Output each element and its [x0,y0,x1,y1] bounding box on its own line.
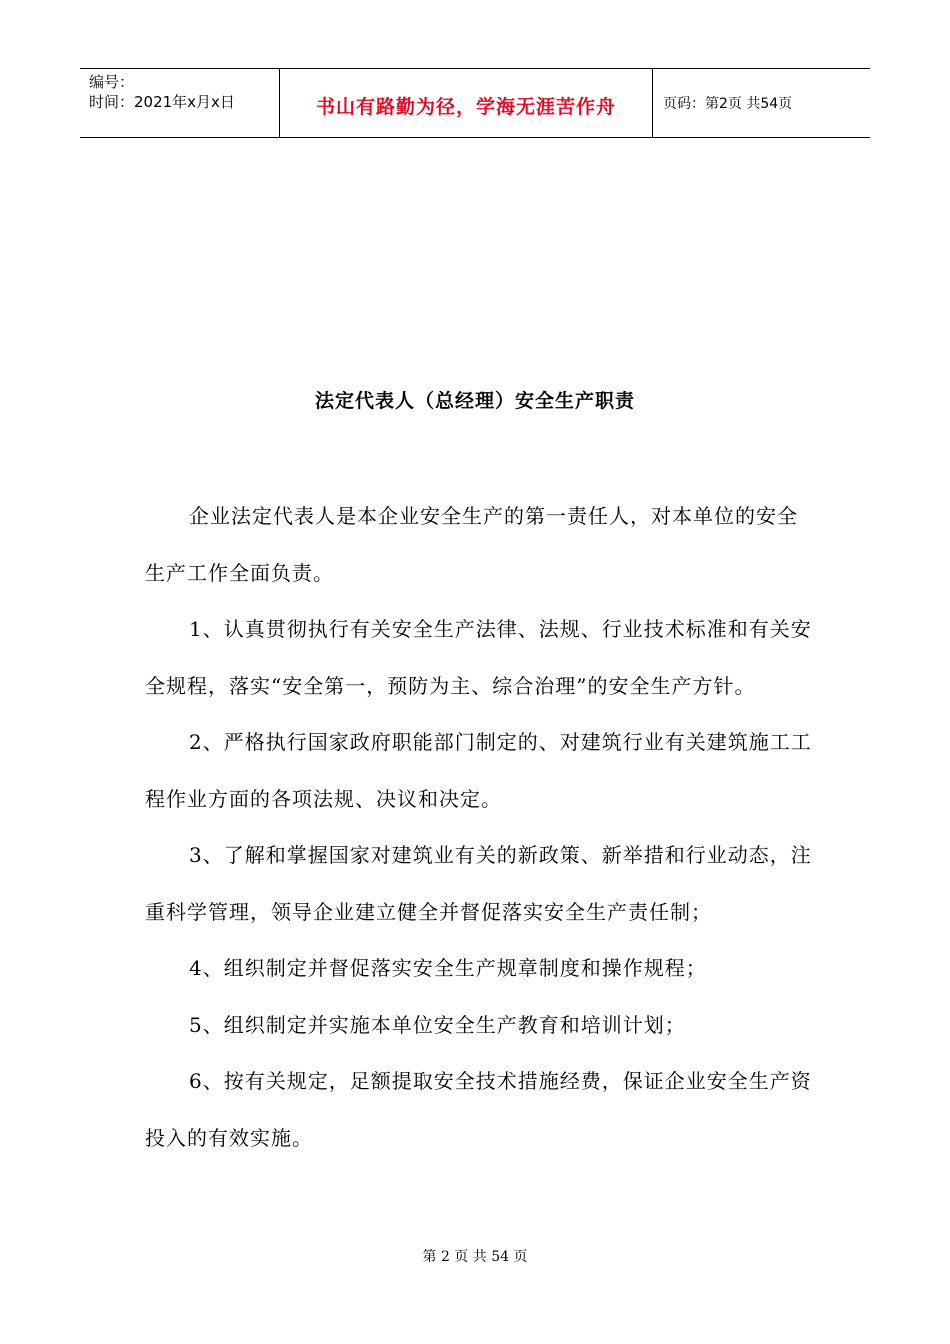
paragraph-item-5: 5、组织制定并实施本单位安全生产教育和培训计划； [189,1012,686,1037]
paragraph-item-6: 6、按有关规定，足额提取安全技术措施经费，保证企业安全生产资投入的有效实施。 [145,1069,812,1150]
header-page-cell [653,69,870,137]
page-footer: 第 2 页 共 54 页 [422,1249,528,1265]
document-title: 法定代表人（总经理）安全生产职责 [314,390,635,412]
header-page-info: 页码：第2页 共54页 [663,96,793,112]
document-time-label: 时间：2021年x月x日 [89,93,235,111]
page-header [80,68,870,138]
paragraph-item-1: 1、认真贯彻执行有关安全生产法律、法规、行业技术标准和有关安全规程，落实“安全第一，预防为主、综合治理”的安全生产方针。 [145,617,812,698]
header-motto: 书山有路勤为径，学海无涯苦作舟 [315,95,616,118]
document-number-label: 编号： [89,73,135,91]
document-body [145,488,815,1166]
header-meta-cell [80,69,280,137]
paragraph-intro: 企业法定代表人是本企业安全生产的第一责任人，对本单位的安全生产工作全面负责。 [145,504,798,585]
paragraph-item-3: 3、了解和掌握国家对建筑业有关的新政策、新举措和行业动态，注重科学管理，领导企业建立健全并督促落实安全生产责任制； [145,843,812,924]
header-motto-cell [280,69,653,137]
paragraph-item-4: 4、组织制定并督促落实安全生产规章制度和操作规程； [189,956,707,980]
paragraph-item-2: 2、严格执行国家政府职能部门制定的、对建筑行业有关建筑施工工程作业方面的各项法规、决议和决定。 [145,730,812,811]
